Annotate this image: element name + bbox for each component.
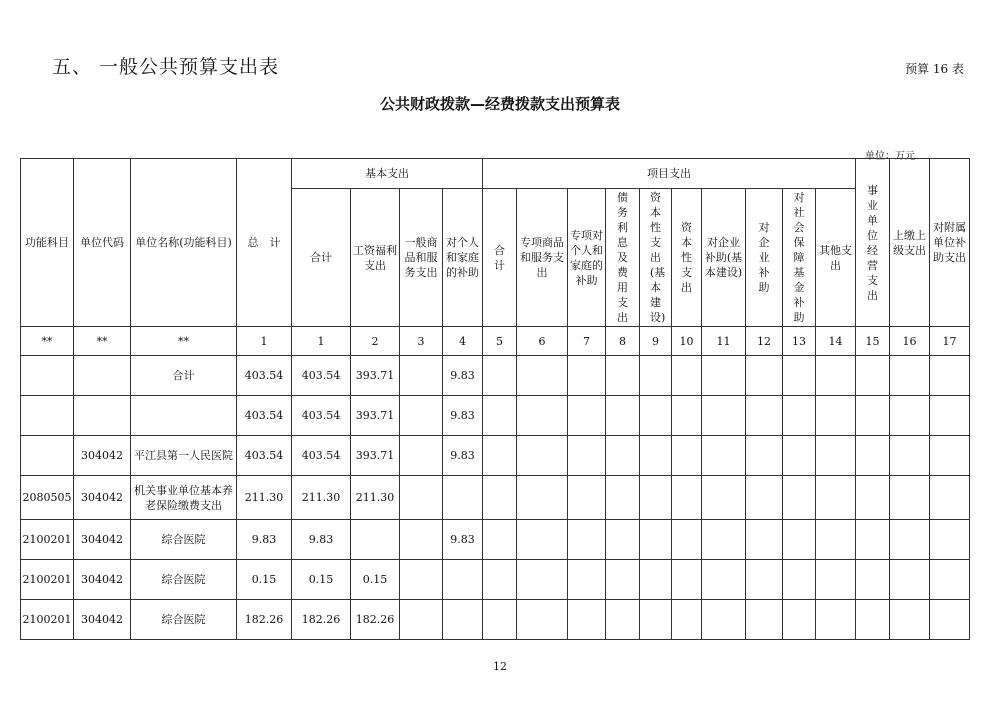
index-cell: ** [131, 327, 237, 356]
header-upper: 上缴上级支出 [890, 159, 930, 327]
table-row [21, 436, 970, 476]
header-basic-group: 基本支出 [292, 159, 483, 189]
index-cell: 14 [816, 327, 856, 356]
basic-goods-cell [400, 560, 443, 600]
empty-cell [483, 436, 517, 476]
index-cell: 1 [237, 327, 292, 356]
unit-code-cell: 304042 [74, 600, 131, 640]
empty-cell [816, 396, 856, 436]
header-unit-name: 单位名称(功能科目) [131, 159, 237, 327]
empty-cell [746, 356, 783, 396]
index-cell: 2 [351, 327, 400, 356]
empty-cell [640, 520, 672, 560]
table-row [21, 476, 970, 520]
index-cell: 4 [443, 327, 483, 356]
empty-cell [517, 356, 568, 396]
func-code-cell: 2100201 [21, 600, 74, 640]
basic-total-cell: 403.54 [292, 396, 351, 436]
empty-cell [568, 520, 606, 560]
header-proj-subsidy: 专项对个人和家庭的补助 [568, 189, 606, 327]
basic-total-cell: 211.30 [292, 476, 351, 520]
basic-subsidy-cell: 9.83 [443, 356, 483, 396]
basic-subsidy-cell: 9.83 [443, 520, 483, 560]
empty-cell [856, 520, 890, 560]
basic-total-cell: 9.83 [292, 520, 351, 560]
basic-goods-cell [400, 520, 443, 560]
empty-cell [816, 520, 856, 560]
header-basic-wage: 工资福利支出 [351, 189, 400, 327]
basic-wage-cell: 182.26 [351, 600, 400, 640]
empty-cell [930, 436, 970, 476]
empty-cell [930, 396, 970, 436]
empty-cell [483, 396, 517, 436]
index-cell: ** [74, 327, 131, 356]
empty-cell [606, 560, 640, 600]
header-total: 总 计 [237, 159, 292, 327]
empty-cell [672, 476, 702, 520]
unit-label: 单位：万元 [865, 151, 915, 162]
empty-cell [568, 560, 606, 600]
basic-goods-cell [400, 600, 443, 640]
unit-code-cell: 304042 [74, 436, 131, 476]
empty-cell [856, 476, 890, 520]
table-row [21, 396, 970, 436]
empty-cell [890, 476, 930, 520]
empty-cell [890, 396, 930, 436]
empty-cell [606, 520, 640, 560]
func-code-cell [21, 396, 74, 436]
unit-code-cell [74, 396, 131, 436]
unit-name-cell: 合计 [131, 356, 237, 396]
empty-cell [568, 396, 606, 436]
empty-cell [890, 600, 930, 640]
empty-cell [672, 436, 702, 476]
empty-cell [640, 356, 672, 396]
index-cell: 16 [890, 327, 930, 356]
budget-table [20, 158, 970, 640]
basic-total-cell: 403.54 [292, 436, 351, 476]
basic-subsidy-cell: 9.83 [443, 396, 483, 436]
table-row [21, 520, 970, 560]
func-code-cell [21, 356, 74, 396]
empty-cell [816, 560, 856, 600]
total-cell: 403.54 [237, 396, 292, 436]
header-proj-total: 合计 [483, 189, 517, 327]
empty-cell [930, 560, 970, 600]
basic-subsidy-cell: 9.83 [443, 436, 483, 476]
column-index-row [21, 327, 970, 356]
header-basic-total: 合计 [292, 189, 351, 327]
total-cell: 211.30 [237, 476, 292, 520]
table-row [21, 600, 970, 640]
unit-code-cell: 304042 [74, 476, 131, 520]
empty-cell [568, 600, 606, 640]
empty-cell [746, 560, 783, 600]
index-cell: 5 [483, 327, 517, 356]
empty-cell [816, 356, 856, 396]
empty-cell [640, 396, 672, 436]
unit-name-cell [131, 396, 237, 436]
header-proj-capital: 资本性支出 [672, 189, 702, 327]
index-cell: 9 [640, 327, 672, 356]
func-code-cell: 2080505 [21, 476, 74, 520]
empty-cell [783, 356, 816, 396]
header-proj-other: 其他支出 [816, 189, 856, 327]
index-cell: 10 [672, 327, 702, 356]
empty-cell [783, 476, 816, 520]
empty-cell [568, 436, 606, 476]
table-row [21, 356, 970, 396]
empty-cell [930, 600, 970, 640]
empty-cell [568, 476, 606, 520]
unit-name-cell: 机关事业单位基本养老保险缴费支出 [131, 476, 237, 520]
empty-cell [856, 560, 890, 600]
index-cell: 8 [606, 327, 640, 356]
empty-cell [702, 356, 746, 396]
empty-cell [702, 476, 746, 520]
basic-total-cell: 182.26 [292, 600, 351, 640]
basic-goods-cell [400, 396, 443, 436]
empty-cell [930, 356, 970, 396]
empty-cell [746, 520, 783, 560]
empty-cell [702, 560, 746, 600]
empty-cell [568, 356, 606, 396]
empty-cell [672, 600, 702, 640]
empty-cell [483, 600, 517, 640]
empty-cell [640, 436, 672, 476]
empty-cell [890, 356, 930, 396]
empty-cell [783, 436, 816, 476]
empty-cell [890, 560, 930, 600]
empty-cell [890, 520, 930, 560]
basic-subsidy-cell [443, 476, 483, 520]
index-cell: 11 [702, 327, 746, 356]
unit-code-cell [74, 356, 131, 396]
section-title: 五、 一般公共预算支出表 [52, 56, 280, 78]
header-basic-subsidy: 对个人和家庭的补助 [443, 189, 483, 327]
empty-cell [783, 520, 816, 560]
index-cell: 6 [517, 327, 568, 356]
basic-wage-cell: 393.71 [351, 396, 400, 436]
header-func-code: 功能科目 [21, 159, 74, 327]
empty-cell [783, 396, 816, 436]
total-cell: 403.54 [237, 356, 292, 396]
index-cell: ** [21, 327, 74, 356]
page-number: 12 [493, 660, 507, 673]
empty-cell [890, 436, 930, 476]
basic-wage-cell [351, 520, 400, 560]
unit-code-cell: 304042 [74, 560, 131, 600]
empty-cell [483, 476, 517, 520]
empty-cell [930, 520, 970, 560]
func-code-cell [21, 436, 74, 476]
index-cell: 1 [292, 327, 351, 356]
empty-cell [640, 476, 672, 520]
empty-cell [672, 396, 702, 436]
empty-cell [746, 600, 783, 640]
unit-name-cell: 平江县第一人民医院 [131, 436, 237, 476]
empty-cell [746, 436, 783, 476]
header-affiliated: 对附属单位补助支出 [930, 159, 970, 327]
empty-cell [816, 436, 856, 476]
empty-cell [517, 600, 568, 640]
total-cell: 9.83 [237, 520, 292, 560]
index-cell: 12 [746, 327, 783, 356]
total-cell: 403.54 [237, 436, 292, 476]
basic-goods-cell [400, 476, 443, 520]
empty-cell [816, 476, 856, 520]
empty-cell [606, 436, 640, 476]
empty-cell [606, 356, 640, 396]
index-cell: 15 [856, 327, 890, 356]
index-cell: 3 [400, 327, 443, 356]
empty-cell [702, 436, 746, 476]
basic-goods-cell [400, 356, 443, 396]
empty-cell [856, 600, 890, 640]
header-basic-goods: 一般商品和服务支出 [400, 189, 443, 327]
header-proj-debt: 债务利息及费用支出 [606, 189, 640, 327]
header-project-group: 项目支出 [483, 159, 856, 189]
empty-cell [702, 520, 746, 560]
header-proj-enterprise-basic: 对企业补助(基本建设) [702, 189, 746, 327]
table-number: 预算 16 表 [905, 62, 964, 76]
table-title: 公共财政拨款—经费拨款支出预算表 [379, 95, 620, 113]
empty-cell [517, 560, 568, 600]
basic-total-cell: 403.54 [292, 356, 351, 396]
basic-total-cell: 0.15 [292, 560, 351, 600]
empty-cell [672, 560, 702, 600]
empty-cell [746, 476, 783, 520]
total-cell: 182.26 [237, 600, 292, 640]
empty-cell [856, 436, 890, 476]
empty-cell [517, 396, 568, 436]
header-proj-social: 对社会保障基金补助 [783, 189, 816, 327]
header-proj-capital-basic: 资本性支出(基本建设) [640, 189, 672, 327]
empty-cell [483, 560, 517, 600]
basic-goods-cell [400, 436, 443, 476]
basic-subsidy-cell [443, 560, 483, 600]
index-cell: 17 [930, 327, 970, 356]
unit-code-cell: 304042 [74, 520, 131, 560]
empty-cell [606, 600, 640, 640]
header-proj-goods: 专项商品和服务支出 [517, 189, 568, 327]
empty-cell [483, 520, 517, 560]
empty-cell [606, 396, 640, 436]
func-code-cell: 2100201 [21, 520, 74, 560]
empty-cell [856, 356, 890, 396]
empty-cell [517, 520, 568, 560]
empty-cell [783, 600, 816, 640]
func-code-cell: 2100201 [21, 560, 74, 600]
empty-cell [746, 396, 783, 436]
empty-cell [517, 476, 568, 520]
unit-name-cell: 综合医院 [131, 520, 237, 560]
index-cell: 13 [783, 327, 816, 356]
empty-cell [816, 600, 856, 640]
total-cell: 0.15 [237, 560, 292, 600]
header-proj-enterprise: 对企业补助 [746, 189, 783, 327]
header-unit-code: 单位代码 [74, 159, 131, 327]
empty-cell [930, 476, 970, 520]
empty-cell [856, 396, 890, 436]
empty-cell [517, 436, 568, 476]
empty-cell [702, 396, 746, 436]
empty-cell [640, 600, 672, 640]
empty-cell [702, 600, 746, 640]
basic-wage-cell: 393.71 [351, 436, 400, 476]
unit-name-cell: 综合医院 [131, 560, 237, 600]
empty-cell [672, 520, 702, 560]
unit-name-cell: 综合医院 [131, 600, 237, 640]
basic-wage-cell: 0.15 [351, 560, 400, 600]
empty-cell [640, 560, 672, 600]
basic-wage-cell: 211.30 [351, 476, 400, 520]
basic-subsidy-cell [443, 600, 483, 640]
empty-cell [483, 356, 517, 396]
table-row [21, 560, 970, 600]
empty-cell [606, 476, 640, 520]
empty-cell [783, 560, 816, 600]
basic-wage-cell: 393.71 [351, 356, 400, 396]
index-cell: 7 [568, 327, 606, 356]
empty-cell [672, 356, 702, 396]
header-business: 事业单位经营支出 [856, 159, 890, 327]
